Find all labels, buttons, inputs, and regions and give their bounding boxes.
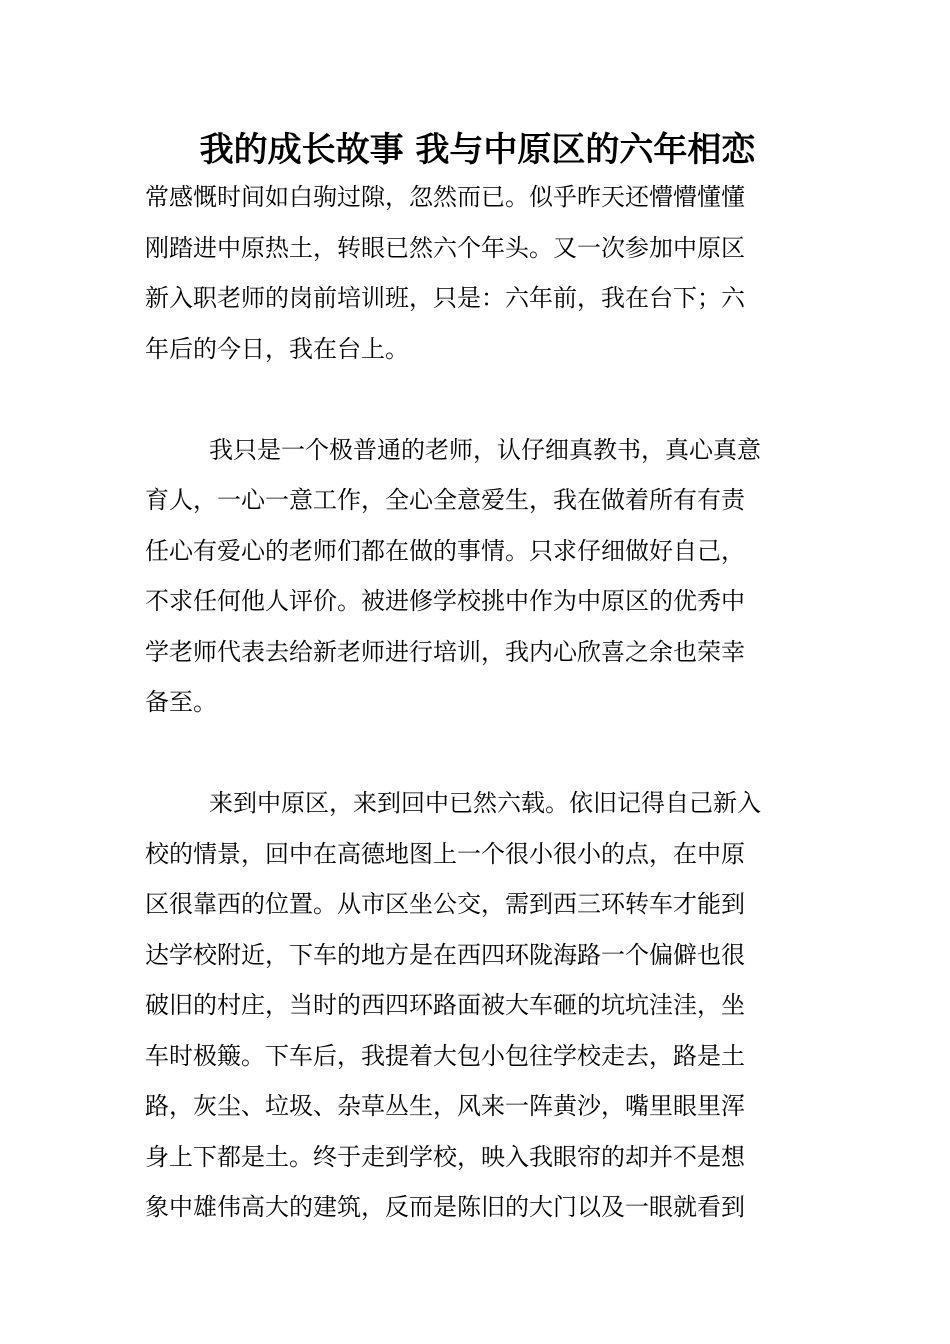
paragraph-gap — [145, 728, 810, 779]
text-line: 任心有爱心的老师们都在做的事情。只求仔细做好自己， — [145, 536, 745, 565]
text-line: 年后的今日，我在台上。 — [145, 334, 409, 363]
text-line: 学老师代表去给新老师进行培训，我内心欣喜之余也荣幸 — [145, 637, 745, 666]
text-line: 象中雄伟高大的建筑，反而是陈旧的大门以及一眼就看到 — [145, 1193, 745, 1221]
paragraph-2 — [145, 425, 810, 728]
paragraph-gap — [145, 374, 810, 425]
text-line: 车时极簸。下车后，我提着大包小包往学校走去，路是土 — [145, 1041, 745, 1070]
text-line: 来到中原区，来到回中已然六载。依旧记得自己新入 — [209, 789, 761, 817]
text-line: 新入职老师的岗前培训班，只是：六年前，我在台下；六 — [145, 284, 745, 312]
text-line: 路，灰尘、垃圾、杂草丛生，风来一阵黄沙，嘴里眼里浑 — [145, 1092, 745, 1120]
text-line: 我只是一个极普通的老师，认仔细真教书，真心真意 — [209, 435, 761, 464]
text-line: 不求任何他人评价。被进修学校挑中作为中原区的优秀中 — [145, 587, 745, 615]
text-line: 达学校附近，下车的地方是在西四环陇海路一个偏僻也很 — [145, 940, 745, 969]
paragraph-1 — [145, 172, 810, 374]
text-line: 备至。 — [145, 688, 217, 716]
text-line: 校的情景，回中在高德地图上一个很小很小的点，在中原 — [145, 839, 745, 868]
text-line: 育人，一心一意工作，全心全意爱生，我在做着所有有责 — [145, 486, 745, 514]
text-line: 破旧的村庄，当时的西四环路面被大车砸的坑坑洼洼，坐 — [145, 991, 745, 1019]
text-line: 身上下都是土。终于走到学校，映入我眼帘的却并不是想 — [145, 1142, 745, 1171]
document-body — [145, 172, 810, 1233]
text-line: 区很靠西的位置。从市区坐公交，需到西三环转车才能到 — [145, 890, 745, 918]
paragraph-3 — [145, 778, 810, 1233]
page-title: 我的成长故事 我与中原区的六年相恋 — [199, 130, 756, 170]
text-line: 刚踏进中原热土，转眼已然六个年头。又一次参加中原区 — [145, 233, 745, 262]
text-line: 常感慨时间如白驹过隙，忽然而已。似乎昨天还懵懵懂懂 — [145, 183, 745, 211]
